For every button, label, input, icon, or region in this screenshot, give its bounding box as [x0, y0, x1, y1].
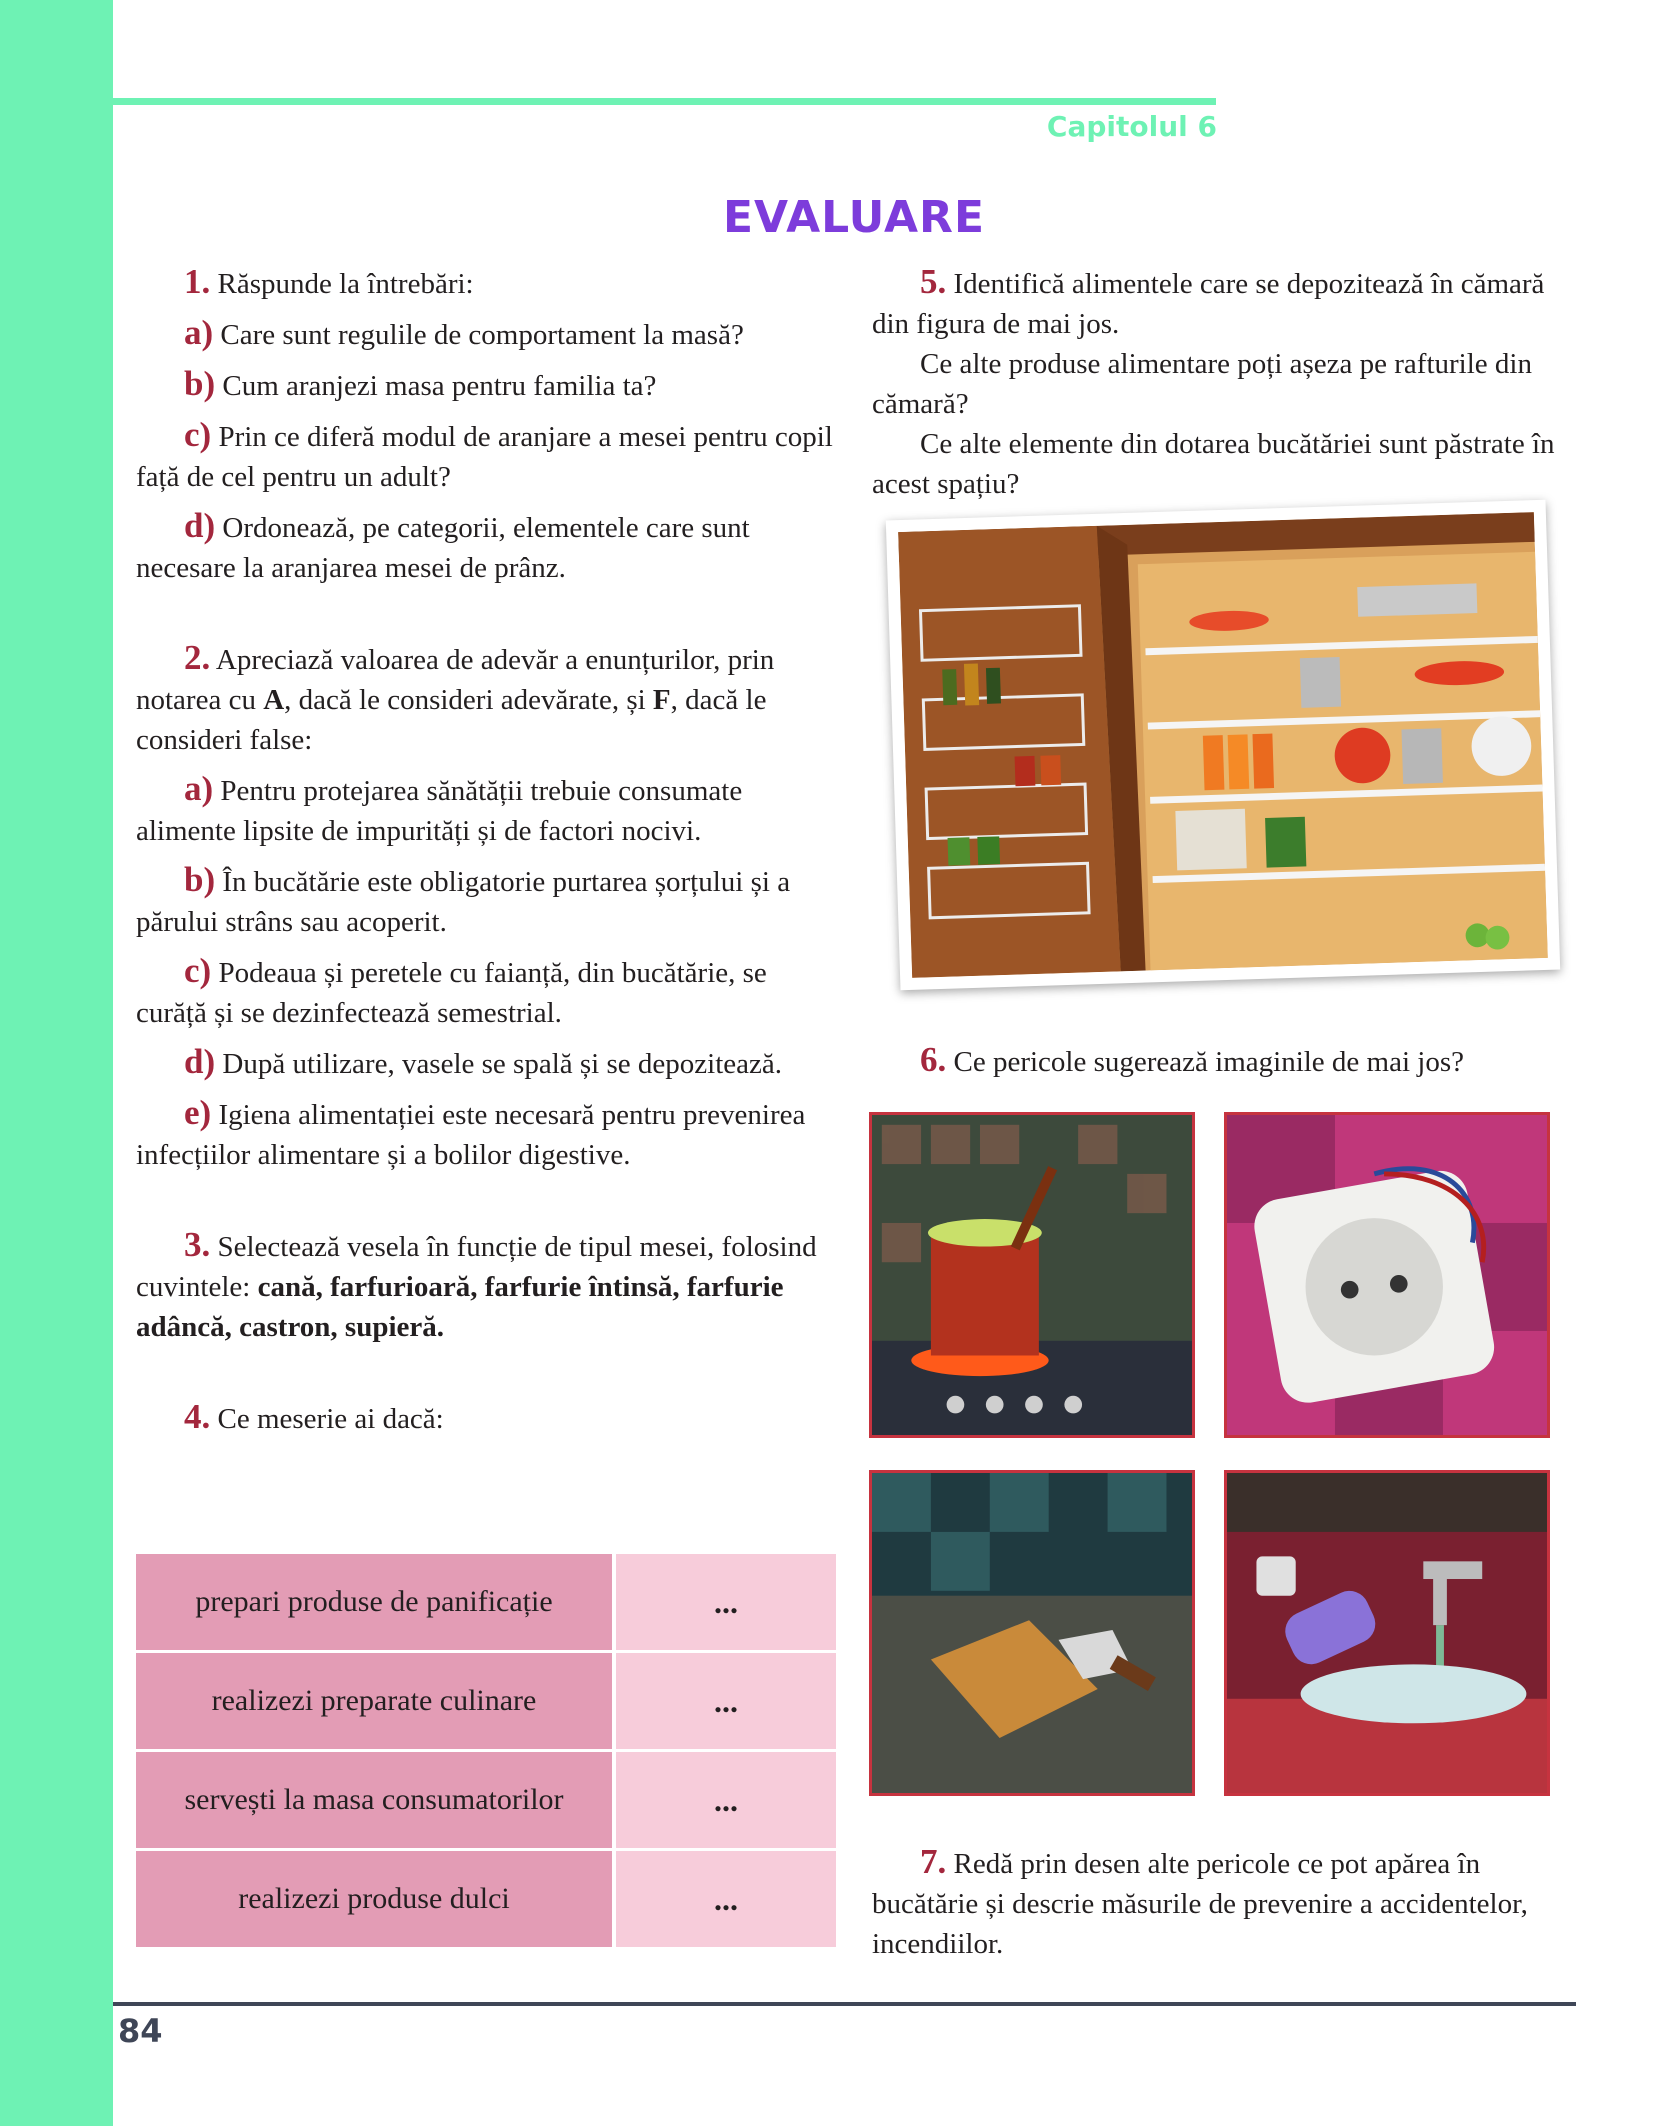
q2-item-e: e) Igiena alimentației este necesară pentru prevenirea infecțiilor alimentare și a bolilor digestive.: [136, 1093, 806, 1171]
q2-item-d: d) După utilizare, vasele se spală și se depozitează.: [184, 1042, 782, 1081]
page-title: EVALUARE: [722, 192, 985, 243]
table-cell-label: prepari produse de panificație: [136, 1554, 612, 1650]
q1-item-a: a) Care sunt regulile de comportament la masă?: [184, 313, 744, 352]
bottom-rule: [113, 2002, 1576, 2006]
hazard-photo-mixer-water: [1224, 1470, 1550, 1796]
side-bar: [0, 0, 113, 2126]
q5-question-2: Ce alte produse alimentare poți așeza pe rafturile din cămară?: [872, 348, 1532, 420]
table-cell-label: realizezi produse dulci: [136, 1851, 612, 1947]
table-row: [136, 1653, 836, 1749]
q5-question-3: Ce alte elemente din dotarea bucătăriei sunt păstrate în acest spațiu?: [872, 428, 1555, 500]
hazard-photo-knife-board: [869, 1470, 1195, 1796]
table-cell-answer[interactable]: ...: [616, 1653, 836, 1749]
q7-prompt: 7. Redă prin desen alte pericole ce pot apărea în bucătărie și descrie măsurile de prevenire a accidentelor, incendiilor.: [872, 1842, 1528, 1960]
q6-prompt: 6. Ce pericole sugerează imaginile de mai jos?: [920, 1040, 1465, 1079]
left-column: [136, 262, 836, 1439]
top-rule: [113, 98, 1216, 105]
q3-prompt: 3. Selectează vesela în funcție de tipul mesei, folosind cuvintele: cană, farfurioară, farfurie întinsă, farfurie adâncă, castron, supieră.: [136, 1225, 817, 1343]
chapter-label: Capitolul 6: [1046, 110, 1217, 143]
hazard-photo-boiling-pot: [869, 1112, 1195, 1438]
q2-item-c: c) Podeaua și peretele cu faianță, din bucătărie, se curăță și se dezinfectează semestrial.: [136, 951, 767, 1029]
pantry-photo: [886, 500, 1560, 990]
table-row: [136, 1554, 836, 1650]
q2-prompt: 2. Apreciază valoarea de adevăr a enunțurilor, prin notarea cu A, dacă le consideri adevărate, și F, dacă le consideri false:: [136, 638, 775, 756]
table-cell-label: realizezi preparate culinare: [136, 1653, 612, 1749]
table-row: [136, 1851, 836, 1947]
table-cell-answer[interactable]: ...: [616, 1851, 836, 1947]
page-number: 84: [118, 2012, 163, 2050]
q2-item-a: a) Pentru protejarea sănătății trebuie consumate alimente lipsite de impurități și de factori nocivi.: [136, 769, 743, 847]
table-row: [136, 1752, 836, 1848]
q1-prompt: 1. Răspunde la întrebări:: [184, 262, 474, 301]
professions-table: [136, 1554, 836, 1950]
q4-prompt: 4. Ce meserie ai dacă:: [184, 1397, 444, 1436]
table-cell-answer[interactable]: ...: [616, 1554, 836, 1650]
table-cell-answer[interactable]: ...: [616, 1752, 836, 1848]
q1-item-d: d) Ordonează, pe categorii, elementele care sunt necesare la aranjarea mesei de prânz.: [136, 506, 750, 584]
hazard-photo-electric-socket: [1224, 1112, 1550, 1438]
q1-item-c: c) Prin ce diferă modul de aranjare a mesei pentru copil față de cel pentru un adult?: [136, 415, 833, 493]
q2-item-b: b) În bucătărie este obligatorie purtarea șorțului și a părului strâns sau acoperit.: [136, 860, 791, 938]
q1-item-b: b) Cum aranjezi masa pentru familia ta?: [184, 364, 657, 403]
q5-prompt: 5. Identifică alimentele care se depozitează în cămară din figura de mai jos.: [872, 262, 1545, 340]
right-column: [872, 262, 1580, 504]
table-cell-label: servești la masa consumatorilor: [136, 1752, 612, 1848]
